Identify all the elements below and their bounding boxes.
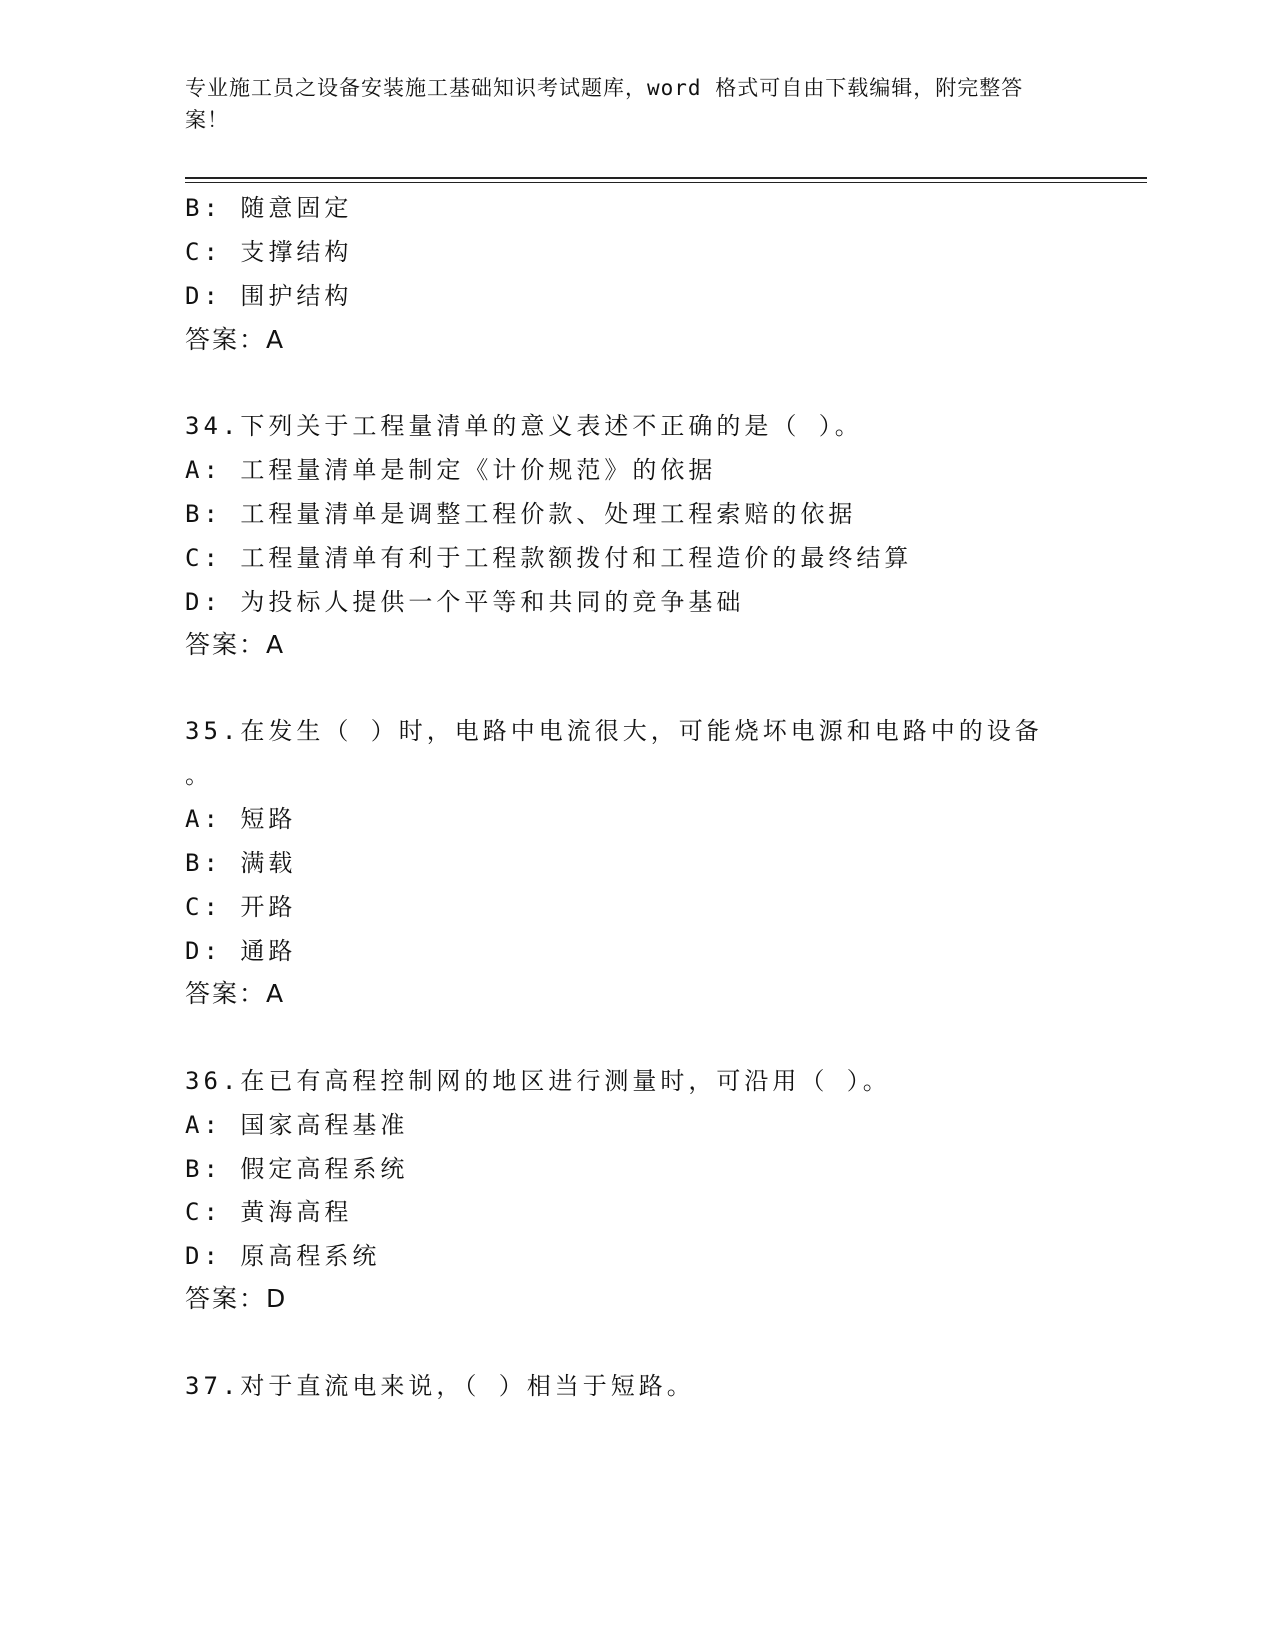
- option-c: C: 黄海高程: [185, 1198, 353, 1226]
- question-stem: 36.在已有高程控制网的地区进行测量时，可沿用（ ）。: [185, 1067, 891, 1095]
- option-b: B: 随意固定: [185, 194, 353, 222]
- document-header: 专业施工员之设备安装施工基础知识考试题库，word 格式可自由下载编辑，附完整答案！: [185, 76, 1024, 132]
- option-c: C: 支撑结构: [185, 238, 353, 266]
- answer: 答案：A: [185, 630, 286, 659]
- option-d: D: 为投标人提供一个平等和共同的竞争基础: [185, 588, 745, 616]
- option-d: D: 通路: [185, 937, 297, 965]
- option-a: A: 短路: [185, 805, 297, 833]
- option-d: D: 原高程系统: [185, 1242, 381, 1270]
- option-b: B: 假定高程系统: [185, 1155, 409, 1183]
- header-divider-thin: [185, 182, 1147, 183]
- option-a: A: 工程量清单是制定《计价规范》的依据: [185, 456, 717, 484]
- option-a: A: 国家高程基准: [185, 1111, 409, 1139]
- question-stem: 34.下列关于工程量清单的意义表述不正确的是（ ）。: [185, 412, 863, 440]
- option-c: C: 开路: [185, 893, 297, 921]
- answer: 答案：D: [185, 1284, 288, 1313]
- question-stem: 37.对于直流电来说，（ ）相当于短路。: [185, 1372, 695, 1400]
- question-stem-continuation: 。: [185, 761, 213, 789]
- question-stem: 35.在发生（ ）时，电路中电流很大，可能烧坏电源和电路中的设备: [185, 717, 1043, 745]
- answer: 答案：A: [185, 325, 286, 354]
- header-divider-thick: [185, 177, 1147, 179]
- option-b: B: 工程量清单是调整工程价款、处理工程索赔的依据: [185, 500, 857, 528]
- option-c: C: 工程量清单有利于工程款额拨付和工程造价的最终结算: [185, 544, 913, 572]
- option-b: B: 满载: [185, 849, 297, 877]
- answer: 答案：A: [185, 979, 286, 1008]
- option-d: D: 围护结构: [185, 282, 353, 310]
